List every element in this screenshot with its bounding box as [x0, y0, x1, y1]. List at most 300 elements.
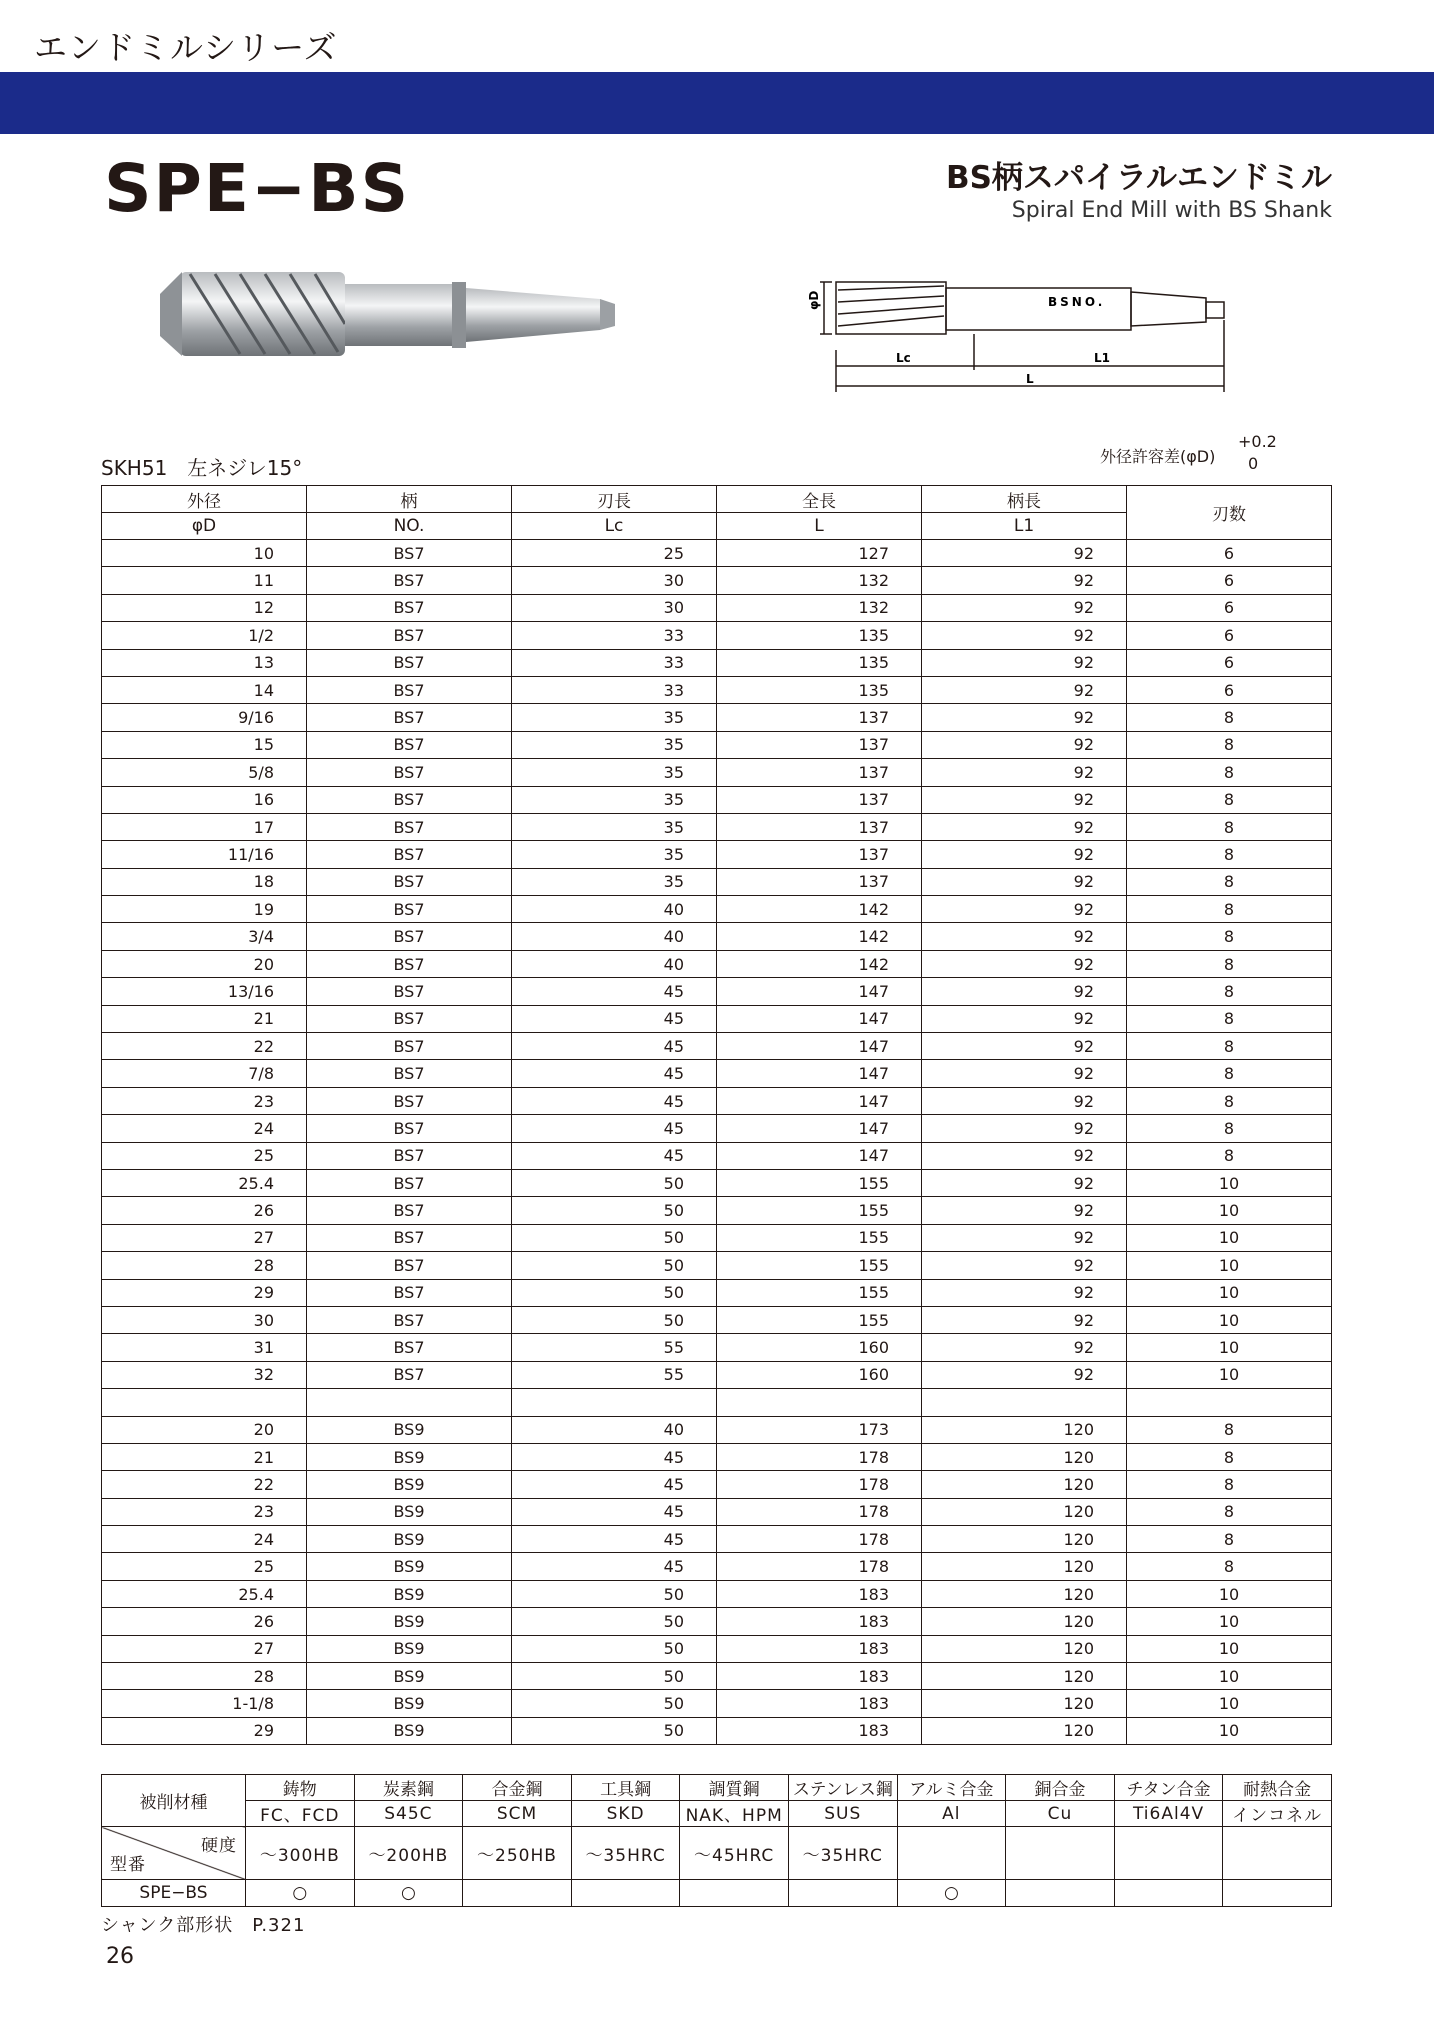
phi-d-label: φD: [807, 290, 821, 310]
cell-overall-length: 147: [717, 1060, 922, 1087]
hardness-label: 硬度: [201, 1836, 237, 1856]
material-name: 合金鋼: [463, 1775, 572, 1801]
cell-flute-length: 30: [512, 594, 717, 621]
cell-shank-no: BS9: [307, 1471, 512, 1498]
header-band: [0, 72, 1434, 134]
cell-flute-length: 35: [512, 841, 717, 868]
material-code: Ti6Al4V: [1114, 1801, 1223, 1827]
cell-diameter: 25.4: [102, 1169, 307, 1196]
cell-diameter: 1-1/8: [102, 1690, 307, 1717]
suitability-mark: ○: [354, 1880, 463, 1907]
cell-shank-length: 120: [922, 1471, 1127, 1498]
hardness-value: 〜250HB: [463, 1827, 572, 1880]
cell-flute-length: 33: [512, 649, 717, 676]
cell-flutes: 10: [1127, 1224, 1332, 1251]
cell-overall-length: 183: [717, 1690, 922, 1717]
col-header-overall-length: 全長: [717, 486, 922, 513]
table-row: [102, 731, 1332, 758]
table-row: [102, 896, 1332, 923]
cell-flute-length: 50: [512, 1252, 717, 1279]
cell-flute-length: 35: [512, 868, 717, 895]
suitability-mark: [571, 1880, 680, 1907]
table-row: [102, 1553, 1332, 1580]
cell-shank-no: BS9: [307, 1498, 512, 1525]
cell-overall-length: 147: [717, 1033, 922, 1060]
cell-shank-length: 92: [922, 1169, 1127, 1196]
table-row: [102, 923, 1332, 950]
cell-shank-no: BS9: [307, 1608, 512, 1635]
model-label: 型番: [110, 1855, 146, 1875]
cell-shank-length: [922, 1389, 1127, 1416]
cell-flute-length: 50: [512, 1279, 717, 1306]
cell-overall-length: 183: [717, 1635, 922, 1662]
cell-diameter: 7/8: [102, 1060, 307, 1087]
cell-shank-length: 120: [922, 1443, 1127, 1470]
cell-shank-no: BS9: [307, 1526, 512, 1553]
cell-flutes: 6: [1127, 676, 1332, 703]
cell-diameter: 19: [102, 896, 307, 923]
cell-shank-no: BS7: [307, 1361, 512, 1388]
cell-flutes: 8: [1127, 1142, 1332, 1169]
material-code: S45C: [354, 1801, 463, 1827]
cell-diameter: 11: [102, 567, 307, 594]
cell-shank-no: BS7: [307, 1087, 512, 1114]
table-row: [102, 950, 1332, 977]
cell-diameter: 26: [102, 1608, 307, 1635]
cell-shank-no: BS7: [307, 676, 512, 703]
cell-flute-length: 35: [512, 813, 717, 840]
cell-diameter: 5/8: [102, 759, 307, 786]
cell-flutes: 8: [1127, 1471, 1332, 1498]
table-row: [102, 1306, 1332, 1333]
cell-flutes: 10: [1127, 1197, 1332, 1224]
cell-shank-no: BS9: [307, 1553, 512, 1580]
table-row: [102, 1361, 1332, 1388]
cell-shank-no: BS7: [307, 1033, 512, 1060]
cell-shank-length: 92: [922, 1115, 1127, 1142]
cell-flutes: 10: [1127, 1334, 1332, 1361]
cell-diameter: 16: [102, 786, 307, 813]
cell-diameter: 17: [102, 813, 307, 840]
cell-diameter: 29: [102, 1717, 307, 1744]
cell-diameter: 21: [102, 1005, 307, 1032]
cell-diameter: 28: [102, 1252, 307, 1279]
cell-shank-no: BS7: [307, 759, 512, 786]
cell-shank-no: BS7: [307, 594, 512, 621]
cell-flutes: 8: [1127, 1005, 1332, 1032]
material-corner-label: 被削材種: [102, 1775, 246, 1827]
table-row: [102, 704, 1332, 731]
cell-diameter: 29: [102, 1279, 307, 1306]
cell-flute-length: 45: [512, 1553, 717, 1580]
col-header-diameter: 外径: [102, 486, 307, 513]
cell-shank-no: BS7: [307, 786, 512, 813]
material-code: FC、FCD: [246, 1801, 355, 1827]
cell-overall-length: 142: [717, 896, 922, 923]
table-row: [102, 1142, 1332, 1169]
cell-flutes: 8: [1127, 950, 1332, 977]
cell-shank-length: 92: [922, 676, 1127, 703]
cell-flute-length: 50: [512, 1608, 717, 1635]
table-row: [102, 1498, 1332, 1525]
col-subheader-l: L: [717, 513, 922, 540]
cell-shank-length: 92: [922, 1060, 1127, 1087]
suitability-mark: [788, 1880, 897, 1907]
cell-flutes: 10: [1127, 1306, 1332, 1333]
cell-flute-length: 45: [512, 1443, 717, 1470]
cell-diameter: 13: [102, 649, 307, 676]
cell-diameter: 22: [102, 1471, 307, 1498]
cell-diameter: 23: [102, 1087, 307, 1114]
cell-flutes: 8: [1127, 868, 1332, 895]
table-row: [102, 1224, 1332, 1251]
cell-shank-no: BS7: [307, 978, 512, 1005]
suitability-mark: [1114, 1880, 1223, 1907]
cell-flutes: 6: [1127, 649, 1332, 676]
cell-diameter: 24: [102, 1115, 307, 1142]
cell-flute-length: 45: [512, 1115, 717, 1142]
cell-shank-no: BS7: [307, 868, 512, 895]
cell-diameter: 28: [102, 1663, 307, 1690]
hardness-value: 〜35HRC: [571, 1827, 680, 1880]
cell-flutes: 8: [1127, 813, 1332, 840]
table-row: [102, 567, 1332, 594]
model-name: SPE−BS: [102, 1880, 246, 1907]
hardness-value: [897, 1827, 1006, 1880]
table-row: [102, 1635, 1332, 1662]
cell-overall-length: 147: [717, 978, 922, 1005]
material-name: ステンレス鋼: [788, 1775, 897, 1801]
cell-flutes: 8: [1127, 1033, 1332, 1060]
cell-shank-length: 92: [922, 649, 1127, 676]
table-row: [102, 813, 1332, 840]
cell-shank-no: BS7: [307, 649, 512, 676]
material-name: 工具鋼: [571, 1775, 680, 1801]
cell-shank-no: BS7: [307, 896, 512, 923]
cell-flutes: 8: [1127, 731, 1332, 758]
cell-shank-length: 92: [922, 786, 1127, 813]
table-row: [102, 759, 1332, 786]
cell-flute-length: 55: [512, 1334, 717, 1361]
cell-flutes: 6: [1127, 567, 1332, 594]
cell-shank-no: BS7: [307, 1060, 512, 1087]
material-code: NAK、HPM: [680, 1801, 789, 1827]
cell-shank-length: 92: [922, 1142, 1127, 1169]
cell-flute-length: 50: [512, 1717, 717, 1744]
cell-flute-length: 45: [512, 1526, 717, 1553]
table-row: [102, 1580, 1332, 1607]
cell-overall-length: 135: [717, 676, 922, 703]
cell-diameter: 26: [102, 1197, 307, 1224]
cell-overall-length: 137: [717, 786, 922, 813]
cell-flutes: 6: [1127, 622, 1332, 649]
cell-diameter: 9/16: [102, 704, 307, 731]
table-row: [102, 1663, 1332, 1690]
cell-shank-length: 92: [922, 622, 1127, 649]
suitability-mark: ○: [246, 1880, 355, 1907]
table-row: [102, 1197, 1332, 1224]
model-title: SPE−BS: [104, 150, 411, 227]
cell-overall-length: 132: [717, 567, 922, 594]
cell-shank-length: 120: [922, 1498, 1127, 1525]
material-name: 炭素鋼: [354, 1775, 463, 1801]
cell-overall-length: 147: [717, 1115, 922, 1142]
cell-overall-length: 137: [717, 868, 922, 895]
cell-flutes: 8: [1127, 978, 1332, 1005]
cell-flutes: 8: [1127, 1115, 1332, 1142]
cell-flute-length: 55: [512, 1361, 717, 1388]
cell-flutes: 10: [1127, 1663, 1332, 1690]
hardness-value: 〜300HB: [246, 1827, 355, 1880]
col-subheader-l1: L1: [922, 513, 1127, 540]
cell-shank-no: BS7: [307, 1334, 512, 1361]
product-name-en: Spiral End Mill with BS Shank: [1011, 198, 1332, 223]
table-row: [102, 1608, 1332, 1635]
suitability-mark: [1006, 1880, 1115, 1907]
cell-shank-length: 92: [922, 1306, 1127, 1333]
table-row: [102, 1252, 1332, 1279]
tolerance-label: 外径許容差(φD): [1100, 447, 1216, 466]
cell-flutes: 8: [1127, 786, 1332, 813]
cell-flute-length: 45: [512, 1142, 717, 1169]
dimension-drawing: [776, 270, 1266, 400]
cell-shank-length: 92: [922, 1361, 1127, 1388]
cell-shank-length: 92: [922, 978, 1127, 1005]
material-code: SUS: [788, 1801, 897, 1827]
cell-flutes: 10: [1127, 1690, 1332, 1717]
material-name: 調質鋼: [680, 1775, 789, 1801]
cell-shank-no: BS7: [307, 1279, 512, 1306]
material-table: [101, 1774, 1332, 1907]
cell-flute-length: 50: [512, 1306, 717, 1333]
table-row: [102, 1690, 1332, 1717]
cell-shank-length: 92: [922, 1334, 1127, 1361]
hardness-value: [1223, 1827, 1332, 1880]
cell-flutes: 8: [1127, 1526, 1332, 1553]
cell-shank-length: 120: [922, 1416, 1127, 1443]
cell-flute-length: 50: [512, 1690, 717, 1717]
cell-flutes: 8: [1127, 1498, 1332, 1525]
cell-flute-length: 45: [512, 1005, 717, 1032]
cell-shank-no: BS7: [307, 704, 512, 731]
table-row: [102, 1115, 1332, 1142]
cell-flutes: 10: [1127, 1169, 1332, 1196]
cell-shank-length: 92: [922, 540, 1127, 567]
series-title: エンドミルシリーズ: [34, 28, 338, 67]
cell-shank-no: BS9: [307, 1717, 512, 1744]
table-row: [102, 1060, 1332, 1087]
cell-shank-no: BS7: [307, 841, 512, 868]
cell-shank-length: 92: [922, 759, 1127, 786]
cell-shank-no: BS7: [307, 1005, 512, 1032]
table-row: [102, 649, 1332, 676]
cell-diameter: 20: [102, 950, 307, 977]
cell-overall-length: 142: [717, 923, 922, 950]
cell-flute-length: 35: [512, 759, 717, 786]
cell-shank-length: 120: [922, 1690, 1127, 1717]
table-row: [102, 1087, 1332, 1114]
cell-flute-length: 33: [512, 622, 717, 649]
cell-diameter: 13/16: [102, 978, 307, 1005]
cell-diameter: 27: [102, 1635, 307, 1662]
page-number: 26: [106, 1944, 134, 1969]
hardness-value: 〜45HRC: [680, 1827, 789, 1880]
cell-flute-length: 50: [512, 1169, 717, 1196]
cell-shank-length: 120: [922, 1635, 1127, 1662]
table-row: [102, 1005, 1332, 1032]
table-row: [102, 1334, 1332, 1361]
cell-flute-length: 40: [512, 950, 717, 977]
hardness-value: [1114, 1827, 1223, 1880]
cell-flute-length: 40: [512, 1416, 717, 1443]
cell-shank-length: 120: [922, 1663, 1127, 1690]
cell-flutes: 8: [1127, 1087, 1332, 1114]
cell-flutes: [1127, 1389, 1332, 1416]
cell-overall-length: 155: [717, 1279, 922, 1306]
table-row: [102, 978, 1332, 1005]
material-name: アルミ合金: [897, 1775, 1006, 1801]
cell-overall-length: 183: [717, 1717, 922, 1744]
cell-shank-no: BS7: [307, 923, 512, 950]
cell-overall-length: 178: [717, 1471, 922, 1498]
shank-note: シャンク部形状 P.321: [101, 1915, 306, 1936]
cell-diameter: 15: [102, 731, 307, 758]
cell-overall-length: 137: [717, 841, 922, 868]
cell-shank-no: BS7: [307, 1224, 512, 1251]
material-code: インコネル: [1223, 1801, 1332, 1827]
cell-shank-length: 92: [922, 731, 1127, 758]
cell-shank-length: 120: [922, 1526, 1127, 1553]
cell-shank-length: 120: [922, 1717, 1127, 1744]
cell-diameter: 18: [102, 868, 307, 895]
cell-shank-length: 92: [922, 1224, 1127, 1251]
table-row: [102, 1389, 1332, 1416]
cell-overall-length: 178: [717, 1553, 922, 1580]
cell-shank-no: BS7: [307, 622, 512, 649]
table-row: [102, 594, 1332, 621]
cell-flutes: 8: [1127, 1060, 1332, 1087]
table-row: [102, 1033, 1332, 1060]
cell-overall-length: 135: [717, 622, 922, 649]
cell-flutes: 10: [1127, 1635, 1332, 1662]
cell-overall-length: 160: [717, 1334, 922, 1361]
cell-flute-length: 50: [512, 1635, 717, 1662]
cell-flute-length: 45: [512, 1033, 717, 1060]
product-name-jp: BS柄スパイラルエンドミル: [945, 160, 1332, 196]
cell-shank-length: 92: [922, 896, 1127, 923]
cell-shank-no: BS7: [307, 1142, 512, 1169]
material-note: SKH51 左ネジレ15°: [101, 456, 303, 480]
cell-flute-length: 30: [512, 567, 717, 594]
cell-overall-length: 183: [717, 1663, 922, 1690]
cell-flute-length: 45: [512, 1087, 717, 1114]
end-mill-photo: [160, 244, 620, 374]
cell-diameter: 23: [102, 1498, 307, 1525]
cell-flute-length: 50: [512, 1580, 717, 1607]
cell-overall-length: 178: [717, 1498, 922, 1525]
cell-shank-no: BS9: [307, 1416, 512, 1443]
l1-label: L1: [1094, 351, 1110, 365]
cell-shank-no: BS9: [307, 1690, 512, 1717]
cell-flute-length: [512, 1389, 717, 1416]
suitability-mark: [1223, 1880, 1332, 1907]
cell-shank-length: 92: [922, 868, 1127, 895]
cell-flute-length: 45: [512, 1498, 717, 1525]
cell-shank-no: BS7: [307, 540, 512, 567]
cell-diameter: 24: [102, 1526, 307, 1553]
cell-overall-length: 142: [717, 950, 922, 977]
cell-shank-length: 120: [922, 1608, 1127, 1635]
cell-overall-length: 137: [717, 759, 922, 786]
lc-label: Lc: [896, 351, 911, 365]
cell-overall-length: 137: [717, 704, 922, 731]
cell-shank-length: 92: [922, 567, 1127, 594]
table-row: [102, 1416, 1332, 1443]
cell-shank-length: 92: [922, 950, 1127, 977]
table-row: [102, 622, 1332, 649]
cell-flutes: 6: [1127, 540, 1332, 567]
table-row: [102, 786, 1332, 813]
cell-overall-length: [717, 1389, 922, 1416]
cell-shank-length: 92: [922, 841, 1127, 868]
cell-overall-length: 155: [717, 1197, 922, 1224]
cell-flute-length: 40: [512, 896, 717, 923]
cell-diameter: 10: [102, 540, 307, 567]
cell-flutes: 8: [1127, 1553, 1332, 1580]
cell-overall-length: 183: [717, 1580, 922, 1607]
cell-shank-length: 92: [922, 1252, 1127, 1279]
cell-flutes: 8: [1127, 841, 1332, 868]
material-name: 鋳物: [246, 1775, 355, 1801]
col-header-shank-length: 柄長: [922, 486, 1127, 513]
cell-shank-no: BS9: [307, 1443, 512, 1470]
cell-flutes: 8: [1127, 1416, 1332, 1443]
cell-flutes: 10: [1127, 1252, 1332, 1279]
table-row: [102, 841, 1332, 868]
cell-flute-length: 50: [512, 1224, 717, 1251]
material-code: Cu: [1006, 1801, 1115, 1827]
cell-flutes: 6: [1127, 594, 1332, 621]
cell-overall-length: 135: [717, 649, 922, 676]
cell-diameter: 25.4: [102, 1580, 307, 1607]
cell-overall-length: 155: [717, 1169, 922, 1196]
cell-flutes: 8: [1127, 923, 1332, 950]
cell-flutes: 8: [1127, 759, 1332, 786]
col-header-flute-length: 刃長: [512, 486, 717, 513]
cell-diameter: 30: [102, 1306, 307, 1333]
cell-diameter: 1/2: [102, 622, 307, 649]
suitability-mark: [680, 1880, 789, 1907]
cell-flutes: 10: [1127, 1608, 1332, 1635]
cell-diameter: 25: [102, 1553, 307, 1580]
col-subheader-phid: φD: [102, 513, 307, 540]
material-name: 耐熱合金: [1223, 1775, 1332, 1801]
table-row: [102, 1717, 1332, 1744]
material-name: チタン合金: [1114, 1775, 1223, 1801]
table-row: [102, 1169, 1332, 1196]
col-header-shank: 柄: [307, 486, 512, 513]
cell-shank-length: 92: [922, 1033, 1127, 1060]
cell-shank-length: 92: [922, 1087, 1127, 1114]
spec-table: [101, 485, 1332, 1745]
cell-overall-length: 173: [717, 1416, 922, 1443]
suitability-mark: [463, 1880, 572, 1907]
cell-shank-length: 92: [922, 704, 1127, 731]
cell-shank-no: BS7: [307, 950, 512, 977]
cell-flute-length: 45: [512, 1471, 717, 1498]
table-row: [102, 1443, 1332, 1470]
cell-overall-length: 160: [717, 1361, 922, 1388]
